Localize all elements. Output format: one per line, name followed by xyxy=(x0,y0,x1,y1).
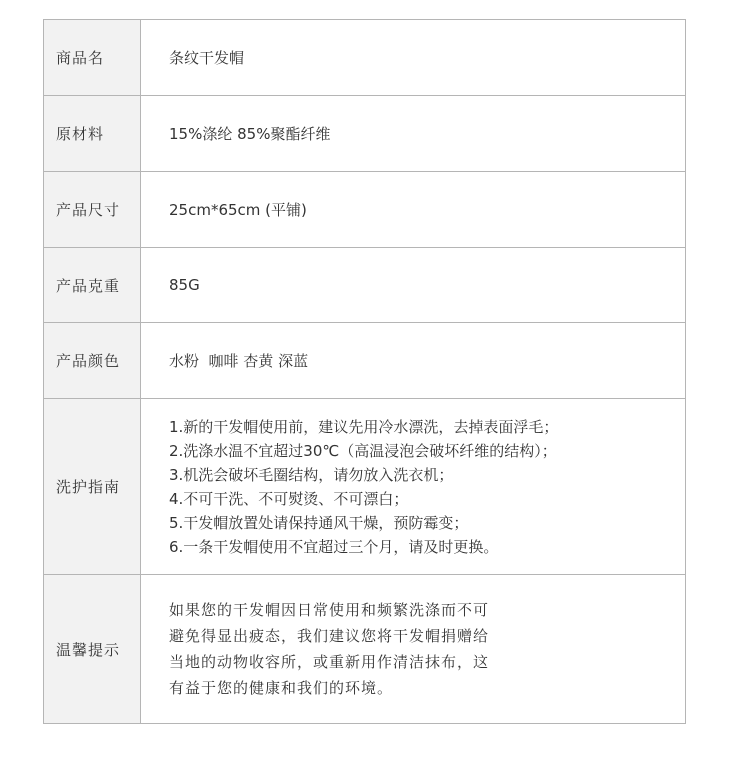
spec-label: 产品克重 xyxy=(44,248,141,322)
care-guide-item: 5.干发帽放置处请保持通风干燥，预防霉变； xyxy=(169,513,469,532)
spec-value: 条纹干发帽 xyxy=(169,49,245,67)
tips-paragraph xyxy=(141,575,685,723)
care-guide-list xyxy=(141,399,685,574)
tips-line: 有益于您的健康和我们的环境。 xyxy=(169,679,394,697)
spec-value: 15%涤纶 85%聚酯纤维 xyxy=(169,125,331,143)
spec-value: 85G xyxy=(169,276,200,294)
care-guide-item: 4.不可干洗、不可熨烫、不可漂白； xyxy=(169,489,409,508)
tips-line: 如果您的干发帽因日常使用和频繁洗涤而不可 xyxy=(169,601,490,619)
spec-row-product-name xyxy=(44,20,685,96)
spec-value: 水粉 咖啡 杏黄 深蓝 xyxy=(169,352,309,370)
spec-row-tips xyxy=(44,575,685,723)
care-guide-item: 3.机洗会破坏毛圈结构，请勿放入洗衣机； xyxy=(169,465,454,484)
spec-label: 原材料 xyxy=(44,96,141,171)
product-spec-table xyxy=(43,19,686,724)
spec-label: 产品颜色 xyxy=(44,323,141,398)
care-guide-item: 1.新的干发帽使用前，建议先用冷水漂洗，去掉表面浮毛； xyxy=(169,417,559,436)
care-guide-item: 2.洗涤水温不宜超过30℃（高温浸泡会破坏纤维的结构）； xyxy=(169,441,557,460)
spec-row-material xyxy=(44,96,685,172)
spec-row-weight xyxy=(44,248,685,323)
spec-label: 温馨提示 xyxy=(44,575,141,723)
spec-label: 洗护指南 xyxy=(44,399,141,574)
spec-row-size xyxy=(44,172,685,248)
spec-value: 25cm*65cm (平铺) xyxy=(169,201,307,219)
tips-line: 当地的动物收容所，或重新用作清洁抹布，这 xyxy=(169,653,490,671)
care-guide-item: 6.一条干发帽使用不宜超过三个月，请及时更换。 xyxy=(169,537,499,556)
tips-line: 避免得显出疲态，我们建议您将干发帽捐赠给 xyxy=(169,627,490,645)
spec-row-colors xyxy=(44,323,685,399)
spec-label: 商品名 xyxy=(44,20,141,95)
spec-row-care-guide xyxy=(44,399,685,575)
spec-label: 产品尺寸 xyxy=(44,172,141,247)
